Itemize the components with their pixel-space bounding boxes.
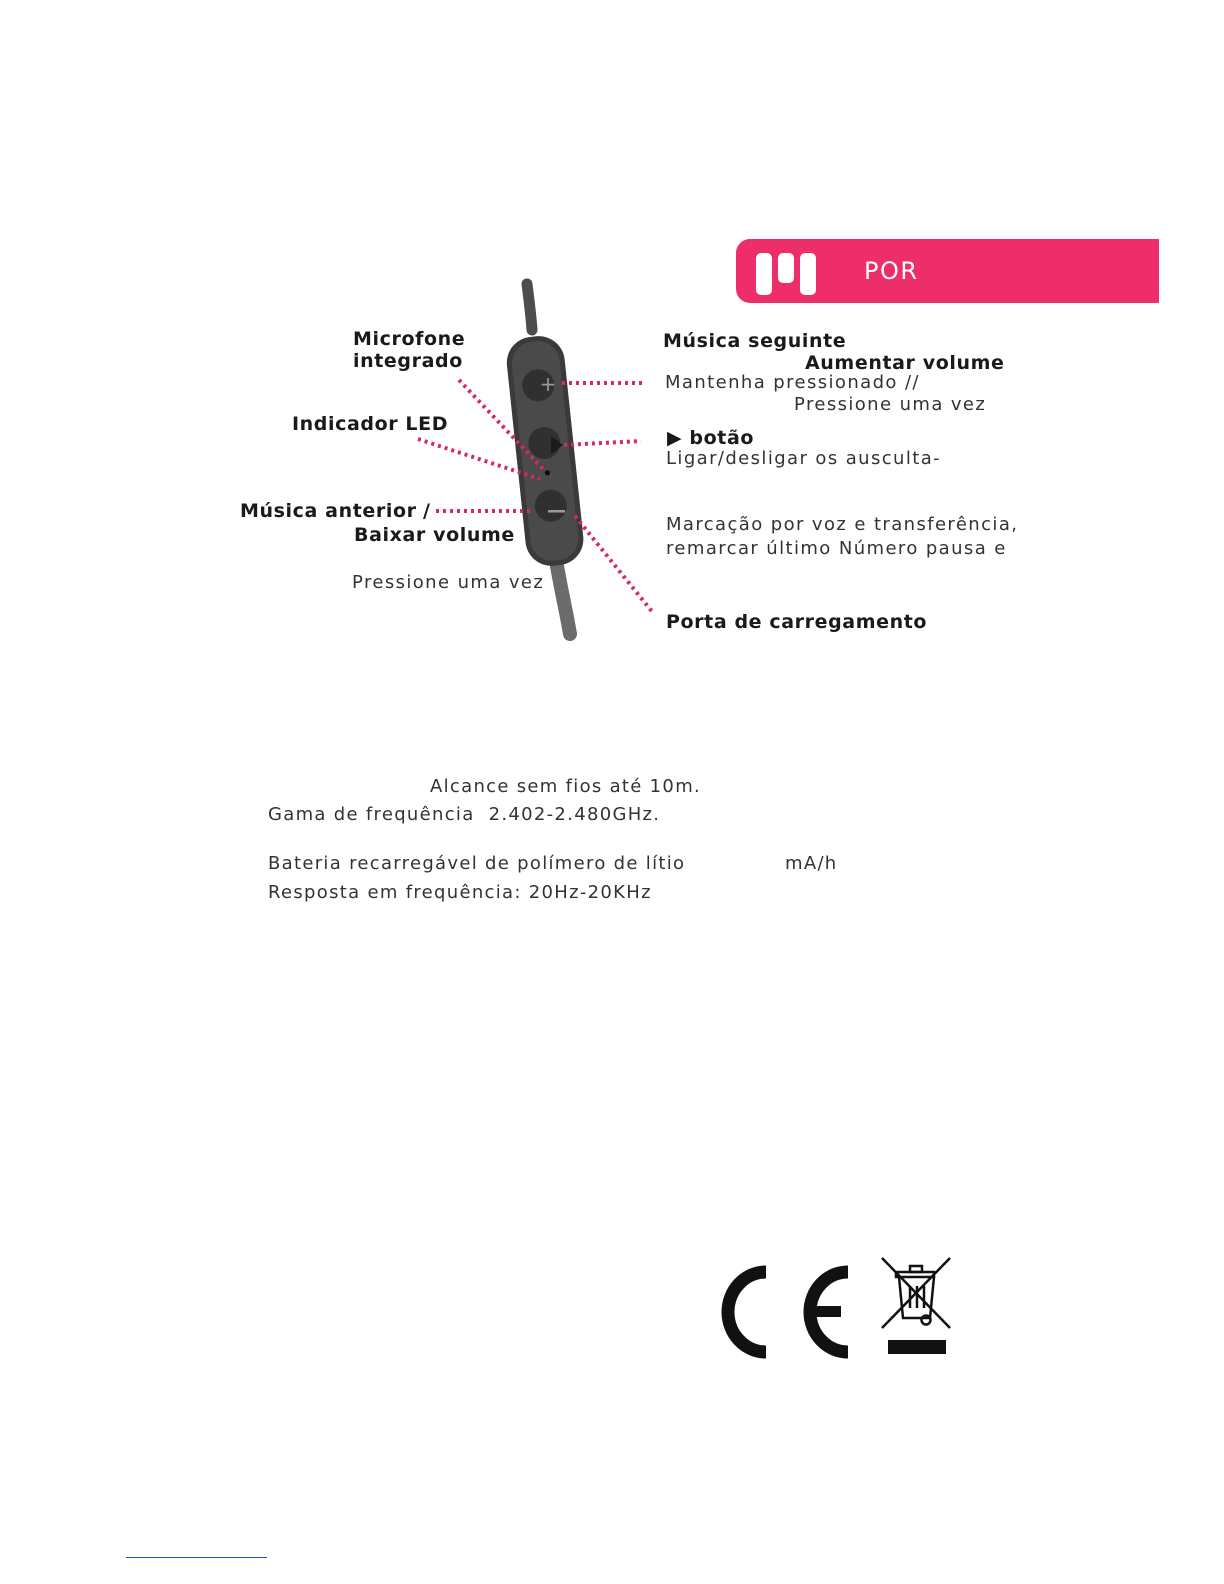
spec-resposta: Resposta em frequência: 20Hz-20KHz xyxy=(268,882,652,903)
crossed-out-wheelie-bin-icon xyxy=(880,1256,954,1360)
label-ligar-desligar: Ligar/desligar os ausculta- xyxy=(666,448,942,469)
spec-alcance: Alcance sem fios até 10m. xyxy=(430,776,702,797)
label-musica-seguinte: Música seguinte xyxy=(663,330,847,352)
label-baixar-volume: Baixar volume xyxy=(354,524,515,546)
spec-bateria-unit: mA/h xyxy=(785,853,838,874)
label-marcacao-line1: Marcação por voz e transferência, xyxy=(666,514,1019,535)
label-microfone-line1: Microfone xyxy=(353,328,466,350)
spec-gama: Gama de frequência 2.402-2.480GHz. xyxy=(268,804,661,825)
label-pressione-uma-vez-left: Pressione uma vez xyxy=(352,572,545,593)
label-mantenha-pressionado: Mantenha pressionado // xyxy=(665,372,920,393)
spec-bateria: Bateria recarregável de polímero de lítio xyxy=(268,853,686,874)
label-indicador-led: Indicador LED xyxy=(292,413,449,435)
label-aumentar-volume: Aumentar volume xyxy=(805,352,1005,374)
label-musica-anterior: Música anterior xyxy=(240,500,417,522)
label-pressione-uma-vez-right: Pressione uma vez xyxy=(794,394,987,415)
label-microfone-line2: integrado xyxy=(353,350,463,372)
ce-mark-icon xyxy=(714,1262,859,1362)
remote-control-illustration xyxy=(0,0,1224,700)
svg-text:+: + xyxy=(539,372,557,396)
label-slash: / xyxy=(423,500,431,522)
label-porta-carregamento: Porta de carregamento xyxy=(666,611,928,633)
label-botao: ▶ botão xyxy=(667,427,755,449)
label-marcacao-line2: remarcar último Número pausa e xyxy=(666,538,1007,559)
footer-link-underline xyxy=(126,1557,267,1558)
language-label: POR xyxy=(864,257,919,285)
